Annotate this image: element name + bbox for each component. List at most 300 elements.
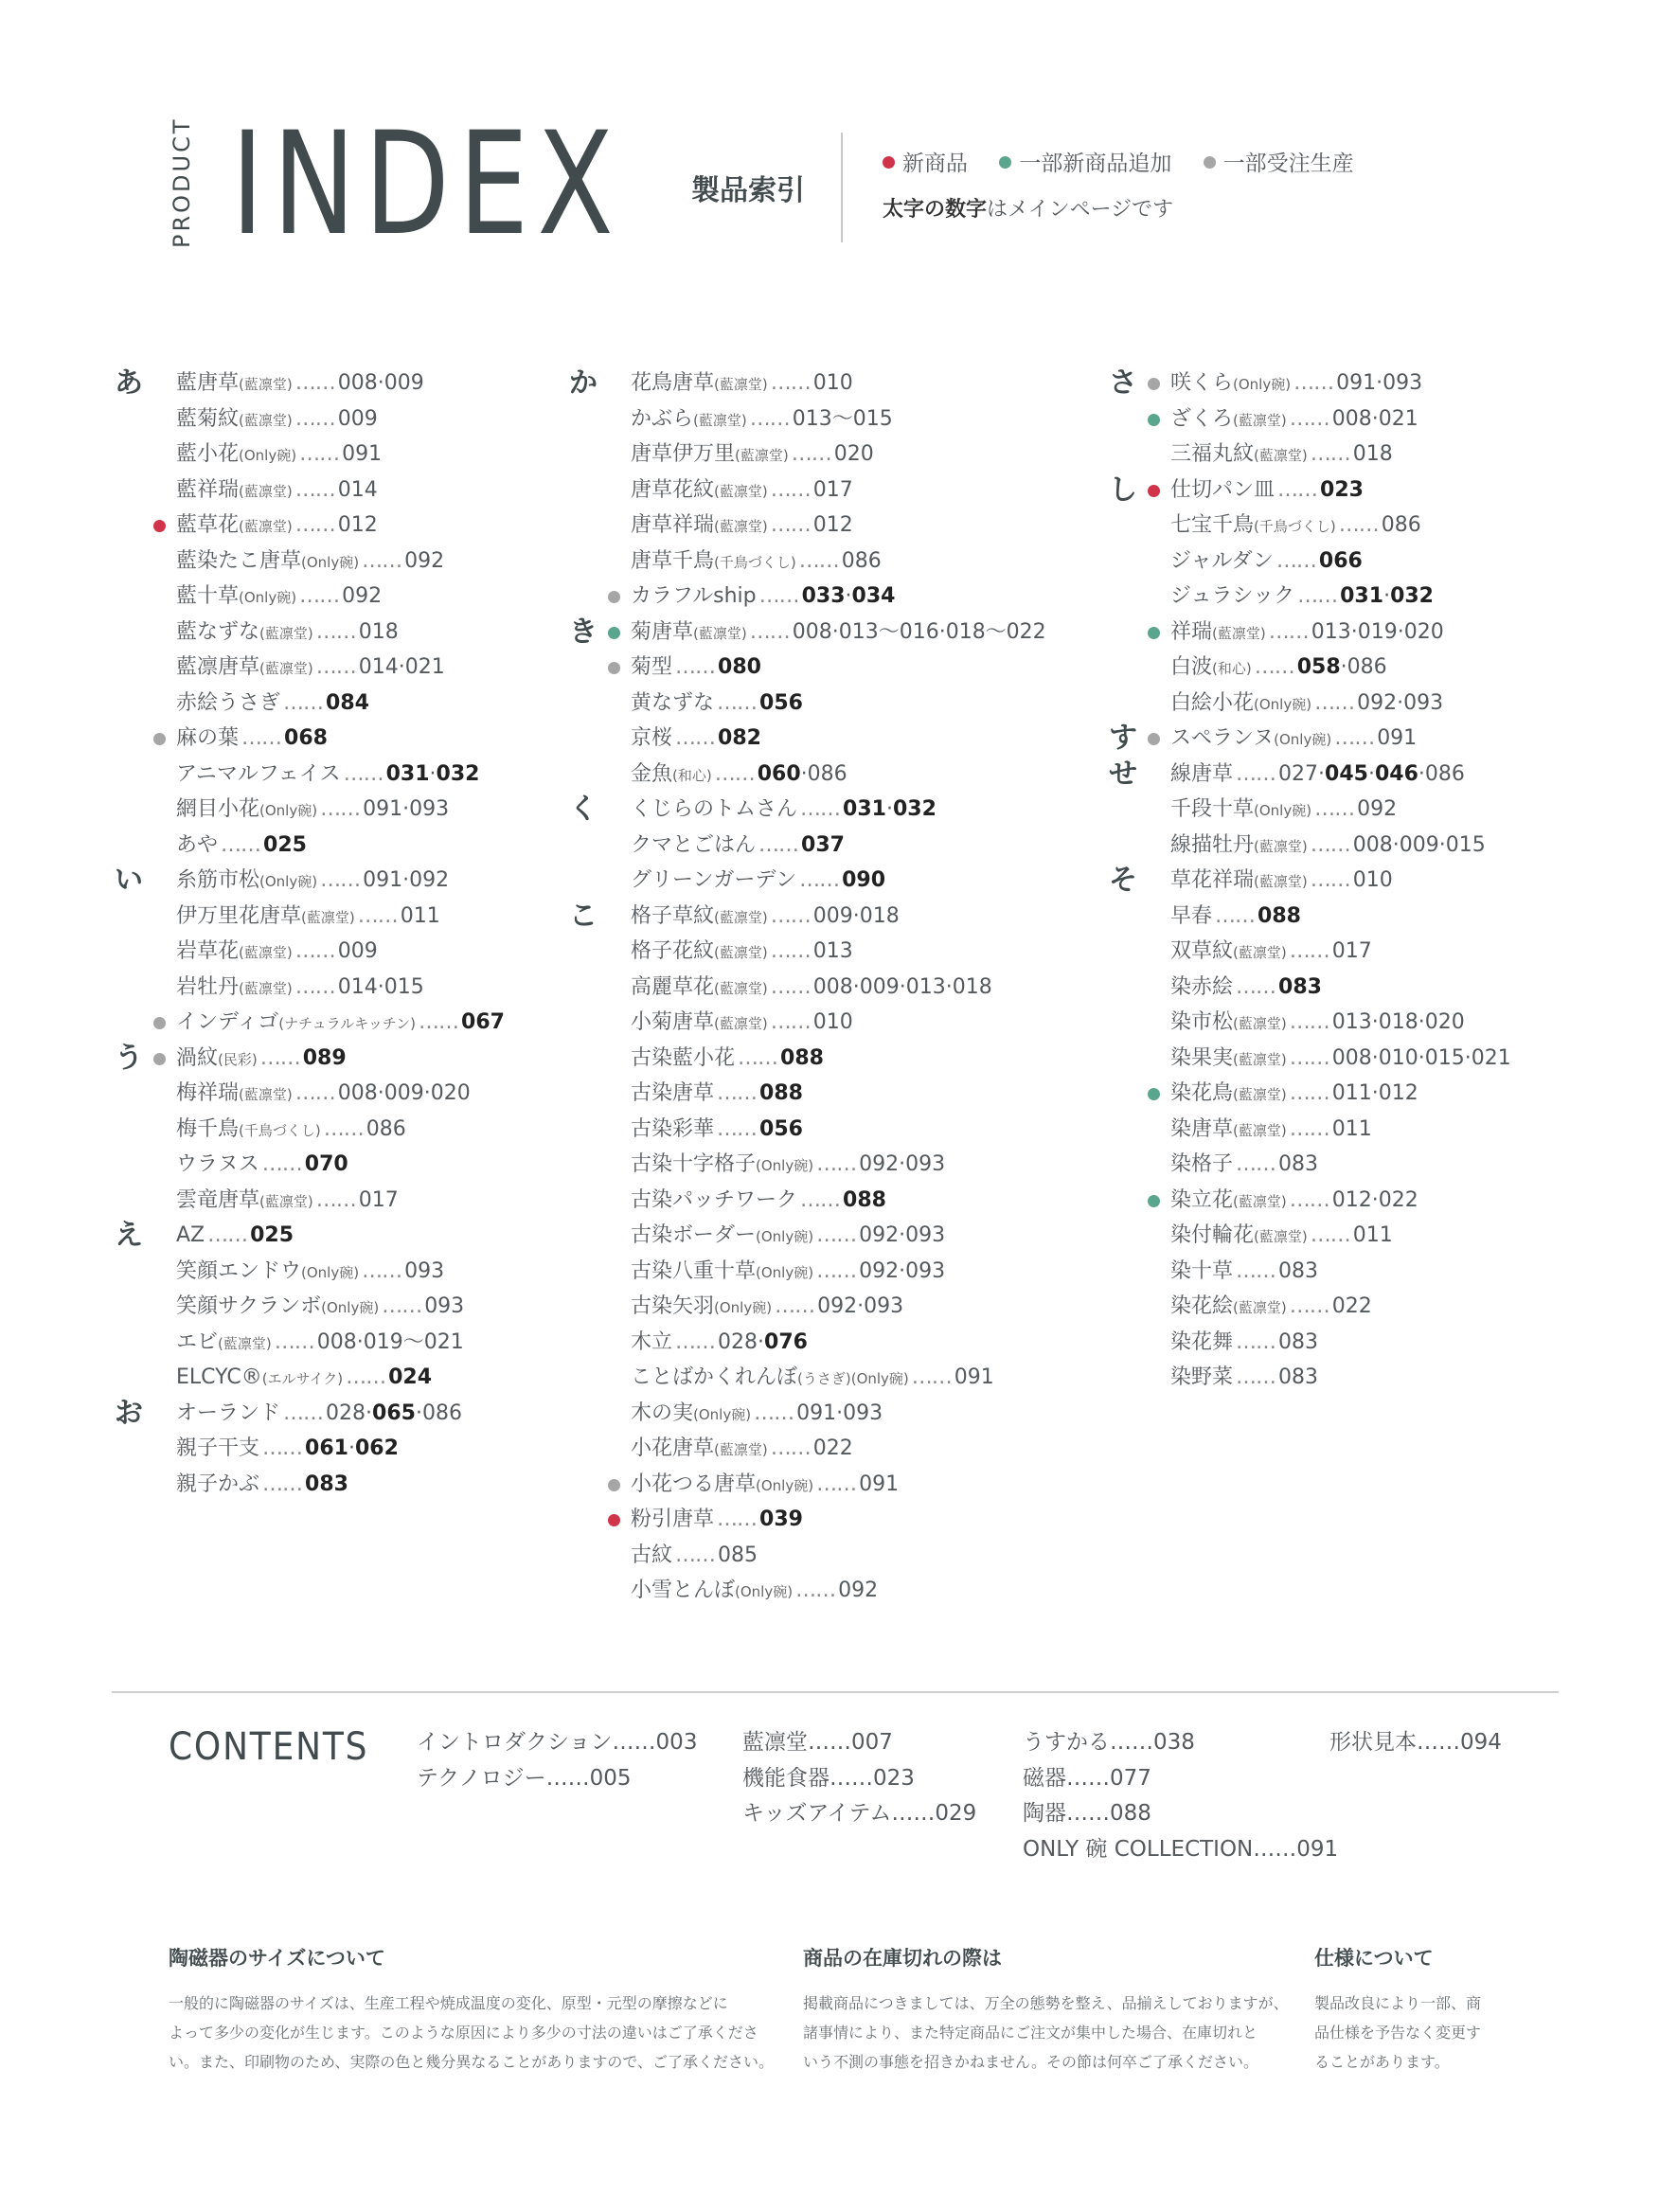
product-name: 格子花紋 <box>631 939 715 963</box>
page-numbers <box>842 868 885 892</box>
footnote-size <box>169 1943 774 2077</box>
contents-item-name: 機能食器 <box>742 1765 830 1791</box>
leader-dots: …… <box>1310 1223 1350 1247</box>
page-numbers <box>424 1294 464 1318</box>
red-dot-icon <box>608 1514 620 1526</box>
main-page-number: 023 <box>1320 477 1364 502</box>
page-numbers <box>338 407 378 431</box>
index-entry <box>110 1076 505 1112</box>
kana-heading: え <box>115 1219 143 1252</box>
index-entry <box>1104 366 1511 401</box>
product-name: 藍十草 <box>176 584 240 608</box>
page-numbers: 091·092 <box>363 868 450 892</box>
page-number: 015 <box>1445 832 1486 857</box>
leader-dots: …… <box>770 939 811 963</box>
page-number: 028 <box>326 1400 366 1425</box>
page-number: 017 <box>358 1187 399 1212</box>
leader-dots: …… <box>294 1081 335 1105</box>
page-number: 010 <box>812 371 853 395</box>
page-numbers: 058·086 <box>1296 655 1387 679</box>
product-series: (Only碗) <box>1233 376 1292 393</box>
page-number: 092 <box>342 584 383 608</box>
page-numbers: 008·010·015·021 <box>1331 1045 1511 1070</box>
page-numbers: 014·021 <box>358 655 445 679</box>
main-page-number: 070 <box>304 1152 348 1176</box>
page-numbers: 031·032 <box>1340 584 1434 608</box>
product-name: 格子草紋 <box>631 903 715 928</box>
page-subtitle: 製品索引 <box>691 174 805 207</box>
index-entry <box>1104 934 1511 970</box>
product-name: 唐草祥瑞 <box>631 513 715 537</box>
page-numbers: 092·093 <box>817 1294 904 1318</box>
green-dot-icon <box>608 627 620 639</box>
leader-dots: …… <box>1297 584 1338 608</box>
leader-dots: …… <box>795 1579 836 1602</box>
leader-dots: …… <box>717 690 758 715</box>
page-numbers: 008·013〜016·018〜022 <box>792 619 1046 644</box>
legend-item-partial-new: 一部新商品追加 <box>999 152 1171 176</box>
page-number: 093 <box>404 1258 445 1283</box>
page-number: 093 <box>864 1294 904 1318</box>
leader-dots: …… <box>346 1365 386 1389</box>
page-number: 092 <box>859 1152 900 1176</box>
leader-dots: …… <box>714 761 755 786</box>
leader-dots: …… <box>315 1187 356 1212</box>
index-entry <box>110 544 505 580</box>
contents-group-2 <box>742 1725 976 1832</box>
leader-dots: …… <box>1110 1730 1153 1755</box>
contents-item <box>417 1725 697 1761</box>
page-numbers <box>401 904 440 928</box>
product-series: (藍凛堂) <box>714 376 768 393</box>
leader-dots: …… <box>770 513 811 537</box>
index-entry <box>564 544 1046 580</box>
page-number: 014 <box>337 974 378 999</box>
product-series: (藍凛堂) <box>301 908 355 926</box>
page-numbers <box>1353 868 1393 892</box>
leader-dots: …… <box>675 1543 716 1567</box>
page-numbers: 008·009·020 <box>337 1081 471 1105</box>
page-numbers <box>842 549 882 573</box>
product-name: 染野菜 <box>1170 1365 1234 1389</box>
leader-dots: …… <box>283 1400 324 1425</box>
red-dot-icon <box>883 156 895 169</box>
leader-dots: …… <box>262 1472 303 1496</box>
page-number: 092 <box>859 1258 900 1283</box>
index-entry <box>1104 508 1511 544</box>
legend-item-new: 新商品 <box>883 152 968 176</box>
product-name: ジュラシック <box>1170 584 1295 608</box>
product-series: (藍凛堂) <box>693 411 747 429</box>
product-name: 粉引唐草 <box>631 1507 715 1531</box>
page-number: 018 <box>952 974 992 999</box>
page-numbers <box>718 1543 758 1567</box>
page-number: 008 <box>337 371 378 395</box>
product-series: (エルサイク) <box>261 1370 344 1387</box>
product-name: 藍小花 <box>176 442 240 466</box>
page-number: 010 <box>1352 868 1393 892</box>
main-page-number: 089 <box>302 1045 347 1070</box>
product-name: 古染パッチワーク <box>631 1187 798 1212</box>
leader-dots: …… <box>1275 548 1316 573</box>
product-name: 白絵小花 <box>1170 690 1255 715</box>
page-numbers: 091·093 <box>1336 371 1423 395</box>
page-numbers: 008·009 <box>337 371 424 395</box>
page-numbers <box>338 478 378 502</box>
page-numbers <box>813 513 853 537</box>
page-numbers <box>326 691 369 715</box>
page-numbers <box>838 1579 878 1602</box>
page-number: 021 <box>1471 1045 1511 1070</box>
product-name: アニマルフェイス <box>176 761 341 786</box>
product-series: (藍凛堂) <box>1233 411 1287 429</box>
page-numbers <box>813 1010 853 1034</box>
page-number: 092 <box>859 1223 900 1247</box>
page-numbers: 014·015 <box>337 974 424 999</box>
page-numbers: 008·021 <box>1331 406 1418 431</box>
contents-item-name: イントロダクション <box>417 1730 613 1755</box>
product-name: 染花鳥 <box>1170 1081 1234 1105</box>
page-numbers: 092·093 <box>859 1152 946 1176</box>
page-numbers <box>813 939 853 963</box>
main-page-number: 088 <box>759 1081 803 1105</box>
index-entry <box>564 579 1046 615</box>
green-dot-icon <box>999 156 1011 169</box>
main-page-number: 088 <box>1258 903 1301 928</box>
leader-dots: …… <box>816 1152 857 1176</box>
contents-group-4 <box>1329 1725 1502 1761</box>
product-name: 古染藍小花 <box>631 1045 736 1070</box>
index-entry <box>110 615 505 651</box>
page-numbers <box>305 1152 348 1176</box>
page-number: 017 <box>812 477 853 502</box>
product-series: (Only碗) <box>756 1263 814 1281</box>
leader-dots: …… <box>1289 1187 1329 1212</box>
leader-dots: …… <box>717 1507 758 1531</box>
page-number: 008 <box>812 974 853 999</box>
leader-dots: …… <box>221 832 261 857</box>
page-numbers <box>843 1188 886 1212</box>
leader-dots: …… <box>675 1329 716 1354</box>
kana-heading: い <box>115 864 143 897</box>
index-entry <box>564 401 1046 437</box>
gray-dot-icon <box>608 1479 620 1491</box>
product-name: かぶら <box>631 406 694 431</box>
page-number: 086 <box>366 1116 406 1141</box>
gray-dot-icon <box>1148 733 1160 745</box>
product-series: (藍凛堂) <box>259 660 313 677</box>
page-numbers <box>305 1472 348 1496</box>
page-numbers <box>1258 904 1301 928</box>
product-series: (藍凛堂) <box>259 624 313 642</box>
leader-dots: …… <box>612 1730 656 1755</box>
product-name: 古染十字格子 <box>631 1152 757 1176</box>
index-entry <box>110 579 505 615</box>
page-number: 011 <box>1331 1081 1372 1105</box>
product-name: 双草紋 <box>1170 939 1234 963</box>
leader-dots: …… <box>1268 619 1309 644</box>
red-dot-icon <box>153 520 166 532</box>
main-page-number: 032 <box>892 797 937 821</box>
page-numbers: 011·012 <box>1331 1081 1418 1105</box>
page-numbers <box>1278 1152 1318 1176</box>
index-entry <box>1104 401 1511 437</box>
index-entry <box>110 757 505 793</box>
leader-dots: …… <box>791 442 831 466</box>
page-number: 022 <box>1331 1294 1372 1318</box>
product-name: 咲くら <box>1170 371 1234 395</box>
leader-dots: …… <box>207 1223 248 1247</box>
index-entry <box>110 1254 505 1290</box>
legend <box>883 146 1379 177</box>
main-page-number: 032 <box>436 761 480 786</box>
main-page-number: 083 <box>305 1472 348 1496</box>
index-entry <box>564 1218 1046 1254</box>
page-number: 085 <box>718 1543 758 1567</box>
leader-dots: …… <box>357 903 398 928</box>
kana-heading: お <box>115 1396 143 1430</box>
index-entry <box>1104 1325 1511 1361</box>
leader-dots: …… <box>1314 690 1355 715</box>
gray-dot-icon <box>153 1053 166 1065</box>
index-entry <box>1104 1183 1511 1219</box>
leader-dots: …… <box>1417 1730 1460 1755</box>
contents-title: CONTENTS <box>169 1725 369 1769</box>
contents-item-name: テクノロジー <box>417 1765 546 1791</box>
leader-dots: …… <box>274 1329 314 1354</box>
page-number: 021 <box>1378 406 1418 431</box>
product-series: (藍凛堂) <box>714 979 768 997</box>
leader-dots: …… <box>1289 1116 1329 1141</box>
product-name: 藍なずな <box>176 619 260 644</box>
product-series: (藍凛堂) <box>259 1192 313 1210</box>
product-name: 花鳥唐草 <box>631 371 715 395</box>
index-entry <box>110 1431 505 1467</box>
index-entry <box>564 650 1046 686</box>
product-name: 岩牡丹 <box>176 974 240 999</box>
product-name: グリーンガーデン <box>631 868 797 892</box>
product-series: (民彩) <box>218 1050 258 1068</box>
index-entry <box>1104 579 1511 615</box>
product-name: ジャルダン <box>1170 548 1274 573</box>
footnote-text: 一般的に陶磁器のサイズは、生産工程や焼成温度の変化、原型・元型の摩擦などに よって多少の変化が生じます。このような原因により多少の寸法の違いはご了承くださ い。また、印刷物のため、実際の色と幾分異なることがありますので、ご了承ください。 <box>169 1994 775 2071</box>
contents-item-name: キッズアイテム <box>742 1801 892 1826</box>
product-series: (藍凛堂) <box>239 376 293 393</box>
leader-dots: …… <box>299 442 340 466</box>
product-name: 小雪とんぼ <box>631 1579 736 1602</box>
leader-dots: …… <box>320 797 361 821</box>
section-divider <box>112 1691 1559 1693</box>
contents-item <box>417 1761 697 1797</box>
leader-dots: …… <box>320 868 361 892</box>
index-entry <box>110 508 505 544</box>
page-number: 022 <box>812 1436 853 1460</box>
product-name: クマとごはん <box>631 832 757 857</box>
index-entry <box>110 1041 505 1077</box>
page-numbers <box>1332 1294 1372 1318</box>
product-series: (藍凛堂) <box>239 518 293 535</box>
product-series: (藍凛堂) <box>714 482 768 500</box>
product-name: 藍唐草 <box>176 371 240 395</box>
gray-dot-icon <box>153 733 166 745</box>
index-entry <box>564 1005 1046 1041</box>
product-name: 古染ボーダー <box>631 1223 757 1247</box>
product-series: (Only碗) <box>756 1228 814 1245</box>
page-numbers: 091·093 <box>363 797 450 821</box>
index-entry <box>564 1076 1046 1112</box>
product-series: (Only碗) <box>735 1583 794 1600</box>
green-dot-icon <box>1148 414 1160 426</box>
product-name: ざくろ <box>1170 406 1234 431</box>
product-name: ELCYC® <box>176 1365 262 1389</box>
leader-dots: …… <box>1236 1152 1276 1176</box>
product-series: (Only碗) <box>756 1476 814 1494</box>
index-column-1 <box>110 366 505 1502</box>
index-entry <box>110 934 505 970</box>
kana-heading: あ <box>115 366 143 400</box>
leader-dots: …… <box>1066 1801 1110 1826</box>
index-entry <box>564 366 1046 401</box>
leader-dots: …… <box>749 406 790 431</box>
product-name: 菊型 <box>631 655 673 679</box>
page-numbers: 060·086 <box>757 761 847 786</box>
page-numbers: 033·034 <box>801 584 896 608</box>
contents-item-page: 023 <box>873 1765 915 1791</box>
page-numbers: 008·019〜021 <box>316 1329 464 1354</box>
product-name: 古染唐草 <box>631 1081 715 1105</box>
product-series: (藍凛堂) <box>1254 447 1308 464</box>
page-number: 092 <box>404 548 445 573</box>
gray-dot-icon <box>608 662 620 674</box>
page-numbers: 031·032 <box>843 797 937 821</box>
leader-dots: …… <box>294 477 335 502</box>
page-number: 008 <box>1331 406 1372 431</box>
product-name: 染赤絵 <box>1170 974 1234 999</box>
index-column-2 <box>564 366 1046 1609</box>
legend-item-made-to-order: 一部受注生産 <box>1204 152 1354 176</box>
index-entry <box>564 508 1046 544</box>
page-number: 086 <box>1424 761 1465 786</box>
leader-dots: …… <box>1293 371 1334 395</box>
page-number: 015 <box>1424 1045 1465 1070</box>
page-numbers: 028·065·086 <box>326 1400 462 1425</box>
main-page-number: 045 <box>1325 761 1368 786</box>
index-entry <box>1104 615 1511 651</box>
leader-dots: …… <box>1289 406 1329 431</box>
contents-item-name: 磁器 <box>1023 1765 1066 1791</box>
page-number: 093 <box>905 1223 946 1247</box>
page-numbers <box>1353 442 1393 466</box>
product-name: 千段十草 <box>1170 797 1255 821</box>
leader-dots: …… <box>1236 1258 1276 1283</box>
page-number: 020 <box>430 1081 471 1105</box>
product-name: 小菊唐草 <box>631 1010 715 1034</box>
page-numbers <box>759 691 803 715</box>
page-number: 091 <box>796 1400 837 1425</box>
page-numbers <box>263 833 307 857</box>
product-name: 仕切パン皿 <box>1170 477 1275 502</box>
page-number: 014 <box>358 655 399 679</box>
leader-dots: …… <box>294 371 335 395</box>
contents-item <box>1023 1725 1338 1761</box>
footnote-spec <box>1314 1943 1481 2077</box>
page-numbers <box>759 1117 803 1141</box>
index-entry <box>564 1254 1046 1290</box>
main-page-number: 024 <box>388 1365 433 1389</box>
leader-dots: …… <box>283 690 324 715</box>
product-name: 草花祥瑞 <box>1170 868 1255 892</box>
main-page-number: 080 <box>718 655 761 679</box>
contents-item <box>742 1796 976 1832</box>
product-name: 赤絵うさぎ <box>176 690 281 715</box>
leader-dots: …… <box>911 1365 952 1389</box>
leader-dots: …… <box>261 1152 302 1176</box>
leader-dots: …… <box>419 1010 459 1034</box>
contents-item-name: 陶器 <box>1023 1801 1066 1826</box>
leader-dots: …… <box>362 1258 402 1283</box>
index-entry <box>564 1431 1046 1467</box>
index-entry <box>1104 473 1511 508</box>
contents-item <box>1023 1832 1338 1868</box>
main-page-number: 058 <box>1296 655 1341 679</box>
index-entry <box>1104 1254 1511 1290</box>
page-number: 011 <box>400 903 440 928</box>
index-entry <box>1104 650 1511 686</box>
contents-item-page: 038 <box>1153 1730 1195 1755</box>
gray-dot-icon <box>608 591 620 603</box>
leader-dots: …… <box>1289 1010 1329 1034</box>
index-entry <box>564 1041 1046 1077</box>
page-numbers <box>813 371 853 395</box>
page-numbers <box>1353 1223 1393 1247</box>
leader-dots: …… <box>675 726 716 750</box>
leader-dots: …… <box>830 1765 873 1791</box>
product-name: 雲竜唐草 <box>176 1187 260 1212</box>
leader-dots: …… <box>754 1400 794 1425</box>
page-numbers <box>404 1259 444 1283</box>
leader-dots: …… <box>758 832 799 857</box>
product-name: 黄なずな <box>631 690 715 715</box>
page-number: 091 <box>1377 726 1418 750</box>
product-series: (藍凛堂) <box>714 1441 768 1458</box>
page-numbers <box>780 1046 824 1070</box>
product-series: (Only碗) <box>239 447 297 464</box>
page-number: 009 <box>384 371 424 395</box>
index-entry <box>110 828 505 864</box>
leader-dots: …… <box>675 655 716 679</box>
product-name: 染市松 <box>1170 1010 1234 1034</box>
leader-dots: …… <box>315 655 356 679</box>
product-name: 早春 <box>1170 903 1213 928</box>
page-number: 021 <box>404 655 445 679</box>
main-page-number: 031 <box>1340 584 1384 608</box>
page-number: 008 <box>337 1081 378 1105</box>
page-number: 009 <box>1399 832 1439 857</box>
product-name: くじらのトムさん <box>631 797 798 821</box>
product-name: 菊唐草 <box>631 619 694 644</box>
leader-dots: …… <box>770 903 811 928</box>
index-entry <box>564 1538 1046 1574</box>
page-numbers <box>250 1223 294 1247</box>
index-entry <box>564 1147 1046 1183</box>
index-entry <box>110 1467 505 1503</box>
product-name: あや <box>176 832 219 857</box>
leader-dots: …… <box>749 619 790 644</box>
index-entry <box>1104 437 1511 473</box>
kana-heading: く <box>569 793 598 826</box>
leader-dots: …… <box>1277 477 1318 502</box>
page-number: 012 <box>337 513 378 537</box>
